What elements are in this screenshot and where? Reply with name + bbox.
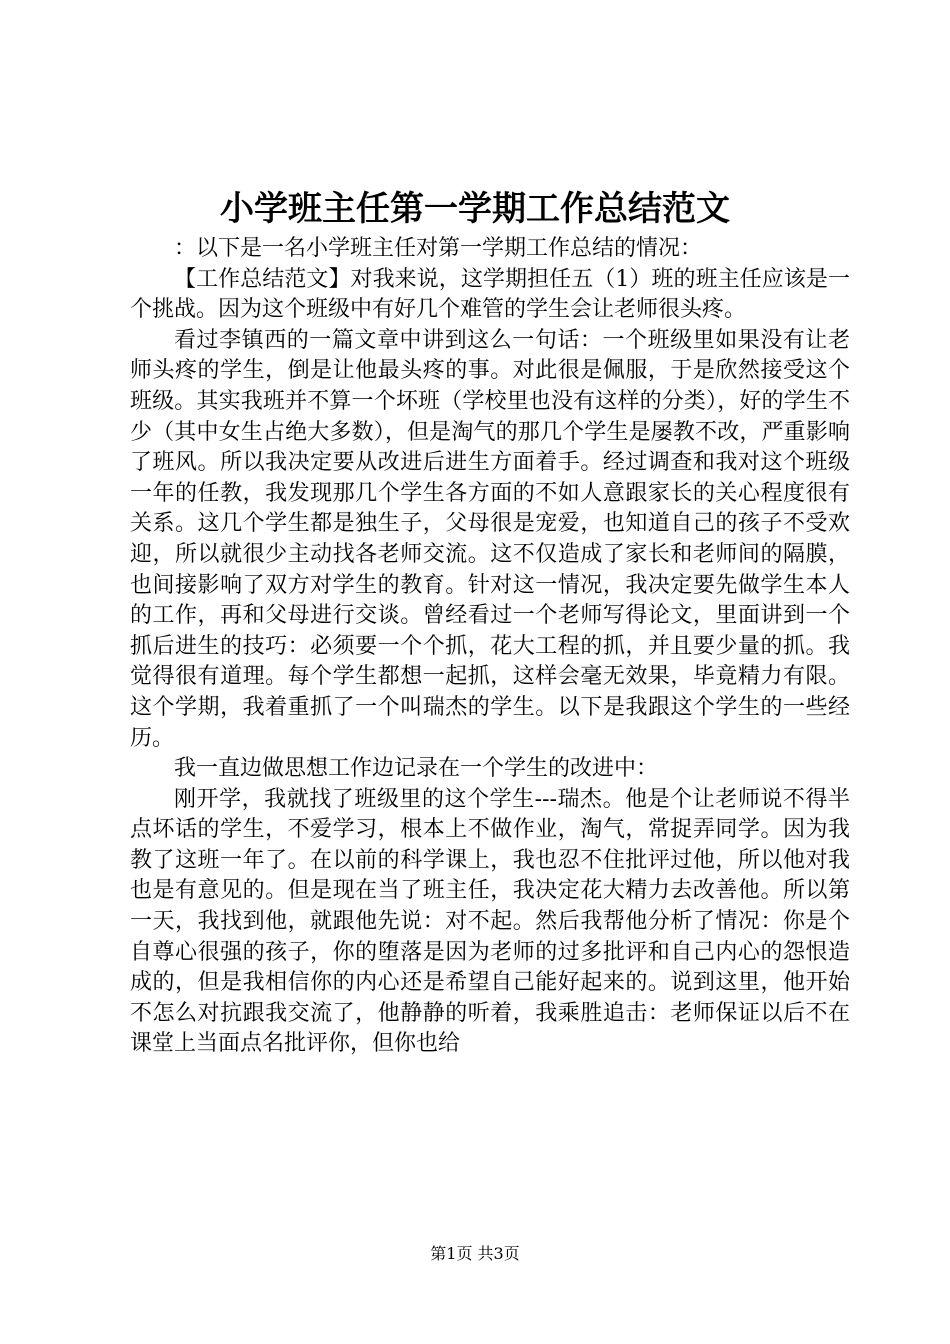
paragraph-main: 看过李镇西的一篇文章中讲到这么一句话：一个班级里如果没有让老师头疼的学生，倒是让他最头疼的事。对此很是佩服，于是欣然接受这个班级。其实我班并不算一个坏班（学校里也没有这样的分类），好的学生不少（其中女生占绝大多数），但是淘气的那几个学生是屡教不改，严重影响了班风。所以我决定要从改进后进生方面着手。经过调查和我对这个班级一年的任教，我发现那几个学生各方面的不如人意跟家长的关心程度很有关系。这几个学生都是独生子，父母很是宠爱，也知道自己的孩子不受欢迎，所以就很少主动找各老师交流。这不仅造成了家长和老师间的隔膜，也间接影响了双方对学生的教育。针对这一情况，我决定要先做学生本人的工作，再和父母进行交谈。曾经看过一个老师写得论文，里面讲到一个抓后进生的技巧：必须要一个个抓，花大工程的抓，并且要少量的抓。我觉得很有道理。每个学生都想一起抓，这样会毫无效果，毕竟精力有限。这个学期，我着重抓了一个叫瑞杰的学生。以下是我跟这个学生的一些经历。	[130, 327, 850, 751]
paragraph-record: 我一直边做思想工作边记录在一个学生的改进中：	[174, 756, 659, 782]
paragraph-summary: 【工作总结范文】对我来说，这学期担任五（1）班的班主任应该是一个挑战。因为这个班级中有好几个难管的学生会让老师很头疼。	[130, 266, 850, 323]
document-title: 小学班主任第一学期工作总结范文	[220, 189, 730, 229]
page-number: 第1页 共3页	[430, 1244, 520, 1263]
paragraph-story: 刚开学，我就找了班级里的这个学生---瑞杰。他是个让老师说不得半点坏话的学生，不爱学习，根本上不做作业，淘气，常捉弄同学。因为我教了这班一年了。在以前的科学课上，我也忍不住批评过他，所以他对我也是有意见的。但是现在当了班主任，我决定花大精力去改善他。所以第一天，我找到他，就跟他先说：对不起。然后我帮他分析了情况：你是个自尊心很强的孩子，你的堕落是因为老师的过多批评和自己内心的怨恨造成的，但是我相信你的内心还是希望自己能好起来的。说到这里，他开始不怎么对抗跟我交流了，他静静的听着，我乘胜追击：老师保证以后不在课堂上当面点名批评你，但你也给	[130, 786, 850, 1057]
document-body	[130, 234, 850, 1060]
paragraph-intro: ：以下是一名小学班主任对第一学期工作总结的情况：	[174, 236, 703, 261]
page-footer	[0, 1243, 950, 1265]
